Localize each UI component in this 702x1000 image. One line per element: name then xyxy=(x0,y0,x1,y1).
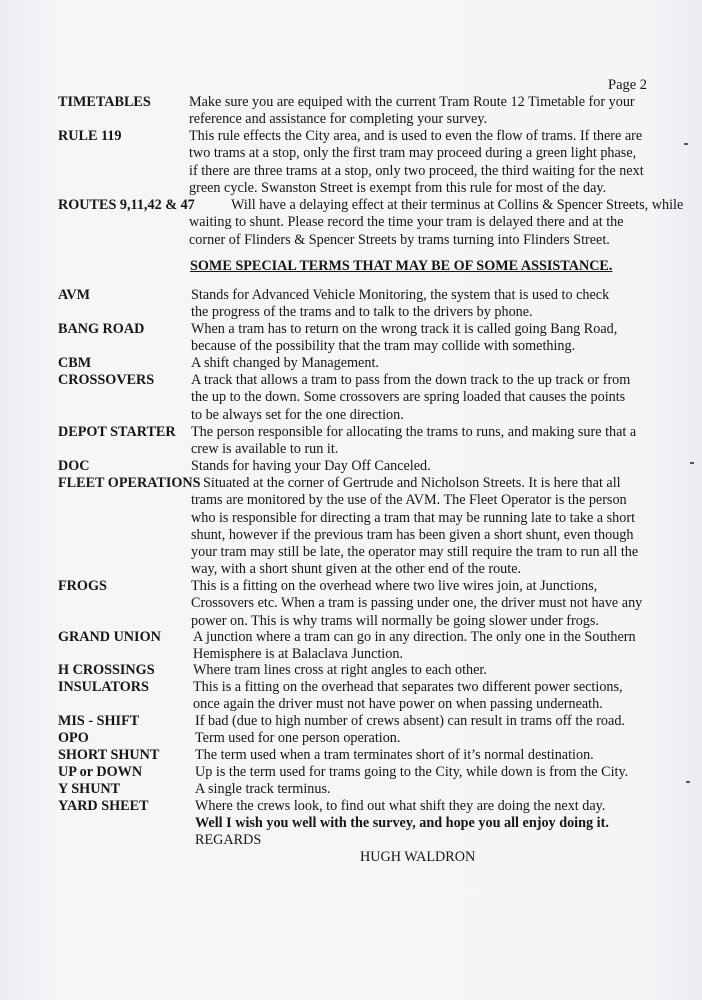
section-term: ROUTES 9,11,42 & 47 xyxy=(58,197,195,213)
glossary-line: This is a fitting on the overhead where two live wires join, at Junctions, xyxy=(191,578,598,594)
glossary-line: Where tram lines cross at right angles to each other. xyxy=(193,662,487,678)
glossary-term: UP or DOWN xyxy=(58,764,143,780)
glossary-line: who is responsible for directing a tram that may be running late to take a short xyxy=(191,509,636,526)
special-terms-heading: SOME SPECIAL TERMS THAT MAY BE OF SOME ASSISTANCE. xyxy=(190,258,613,274)
glossary-term: SHORT SHUNT xyxy=(58,747,160,763)
glossary-line: A single track terminus. xyxy=(195,781,331,797)
glossary-item-avm xyxy=(58,287,658,322)
glossary-item-bang-road xyxy=(58,321,658,356)
glossary-line: power on. This is why trams will normally be going slower under frogs. xyxy=(191,612,599,629)
glossary-line: trams are monitored by the use of the AVM. The Fleet Operator is the person xyxy=(191,492,627,509)
glossary-term: INSULATORS xyxy=(58,679,149,695)
glossary-item-doc xyxy=(58,458,658,475)
glossary-term: FROGS xyxy=(58,578,107,594)
glossary-line: The person responsible for allocating the trams to runs, and making sure that a xyxy=(191,424,637,440)
glossary-line: your tram may still be late, the operator may still require the tram to run all the xyxy=(191,544,639,561)
glossary-line: way, with a short shunt given at the other end of the route. xyxy=(191,561,522,578)
scan-mark xyxy=(686,781,690,783)
glossary-item-cbm xyxy=(58,355,658,372)
glossary-item-up-or-down xyxy=(58,764,658,781)
section-timetables xyxy=(58,94,658,129)
section-line: two trams at a stop, only the first tram may proceed during a green light phase, xyxy=(189,145,637,162)
glossary-term: DEPOT STARTER xyxy=(58,424,176,440)
author-signature: HUGH WALDRON xyxy=(360,849,476,865)
glossary-line: Stands for having your Day Off Canceled. xyxy=(191,458,431,474)
section-line: Make sure you are equiped with the current Tram Route 12 Timetable for your xyxy=(189,94,635,110)
scan-mark xyxy=(684,143,688,145)
glossary-term: FLEET OPERATIONS xyxy=(58,475,201,491)
glossary-item-mis-shift xyxy=(58,713,658,730)
section-line: Will have a delaying effect at their terminus at Collins & Spencer Streets, while xyxy=(231,197,684,213)
section-line: corner of Flinders & Spencer Streets by trams turning into Flinders Street. xyxy=(189,231,610,248)
glossary-line: If bad (due to high number of crews absent) can result in trams off the road. xyxy=(195,713,625,729)
glossary-term: CBM xyxy=(58,355,92,371)
glossary-line: Up is the term used for trams going to the City, while down is from the City. xyxy=(195,764,629,780)
glossary-item-crossovers xyxy=(58,372,658,424)
glossary-line: Crossovers etc. When a tram is passing under one, the driver must not have any xyxy=(191,595,643,612)
glossary-item-y-shunt xyxy=(58,781,658,798)
glossary-item-grand-union xyxy=(58,629,658,664)
regards-text: REGARDS xyxy=(195,832,262,848)
glossary-line: A junction where a tram can go in any direction. The only one in the Southern xyxy=(193,629,636,645)
glossary-item-short-shunt xyxy=(58,747,658,764)
glossary-line: Stands for Advanced Vehicle Monitoring, the system that is used to check xyxy=(191,287,610,303)
glossary-term: BANG ROAD xyxy=(58,321,145,337)
section-line: waiting to shunt. Please record the time your tram is delayed there and at the xyxy=(189,214,624,231)
glossary-line: shunt, however if the previous tram has been given a short shunt, even though xyxy=(191,526,634,543)
glossary-line: Where the crews look, to find out what shift they are doing the next day. xyxy=(195,798,606,814)
glossary-line: Situated at the corner of Gertrude and Nicholson Streets. It is here that all xyxy=(203,475,621,491)
section-line: green cycle. Swanston Street is exempt from this rule for most of the day. xyxy=(189,179,607,196)
section-term: TIMETABLES xyxy=(58,94,151,110)
glossary-line: A shift changed by Management. xyxy=(191,355,379,371)
glossary-item-depot-starter xyxy=(58,424,658,459)
section-rule-119 xyxy=(58,128,658,197)
glossary-item-insulators xyxy=(58,679,658,714)
glossary-term: YARD SHEET xyxy=(58,798,149,814)
glossary-line: When a tram has to return on the wrong track it is called going Bang Road, xyxy=(191,321,618,337)
glossary-line: The term used when a tram terminates short of it’s normal destination. xyxy=(195,747,594,763)
section-routes xyxy=(58,197,684,249)
glossary-item-opo xyxy=(58,730,658,747)
glossary-line: once again the driver must not have power on when passing underneath. xyxy=(193,696,603,713)
glossary-line: A track that allows a tram to pass from the down track to the up track or from xyxy=(191,372,631,388)
glossary-line: because of the possibility that the tram may collide with something. xyxy=(191,338,576,355)
glossary-term: Y SHUNT xyxy=(58,781,121,797)
glossary-term: CROSSOVERS xyxy=(58,372,155,388)
glossary-line: Hemisphere is at Balaclava Junction. xyxy=(193,646,403,663)
glossary-line: to be always set for the one direction. xyxy=(191,406,404,423)
glossary-term: AVM xyxy=(58,287,91,303)
section-line: This rule effects the City area, and is used to even the flow of trams. If there are xyxy=(189,128,643,144)
section-term: RULE 119 xyxy=(58,128,122,144)
glossary-term: DOC xyxy=(58,458,90,474)
closing-message: Well I wish you well with the survey, and hope you all enjoy doing it. xyxy=(195,815,609,831)
glossary-term: MIS - SHIFT xyxy=(58,713,140,729)
scan-mark xyxy=(690,462,694,464)
glossary-item-h-crossings xyxy=(58,662,658,679)
glossary-item-yard-sheet xyxy=(58,798,658,815)
page-number: Page 2 xyxy=(608,77,648,93)
glossary-line: crew is available to run it. xyxy=(191,441,339,458)
section-line: reference and assistance for completing your survey. xyxy=(189,111,488,128)
section-line: if there are three trams at a stop, only two proceed, the third waiting for the next xyxy=(189,162,644,179)
glossary-item-frogs xyxy=(58,578,658,630)
glossary-term: GRAND UNION xyxy=(58,629,161,645)
glossary-line: the up to the down. Some crossovers are spring loaded that causes the points xyxy=(191,389,626,406)
glossary-line: This is a fitting on the overhead that separates two different power sections, xyxy=(193,679,623,695)
glossary-line: the progress of the trams and to talk to the drivers by phone. xyxy=(191,304,533,321)
glossary-term: H CROSSINGS xyxy=(58,662,155,678)
glossary-term: OPO xyxy=(58,730,89,746)
glossary-line: Term used for one person operation. xyxy=(195,730,401,746)
glossary-item-fleet-operations xyxy=(58,475,658,579)
